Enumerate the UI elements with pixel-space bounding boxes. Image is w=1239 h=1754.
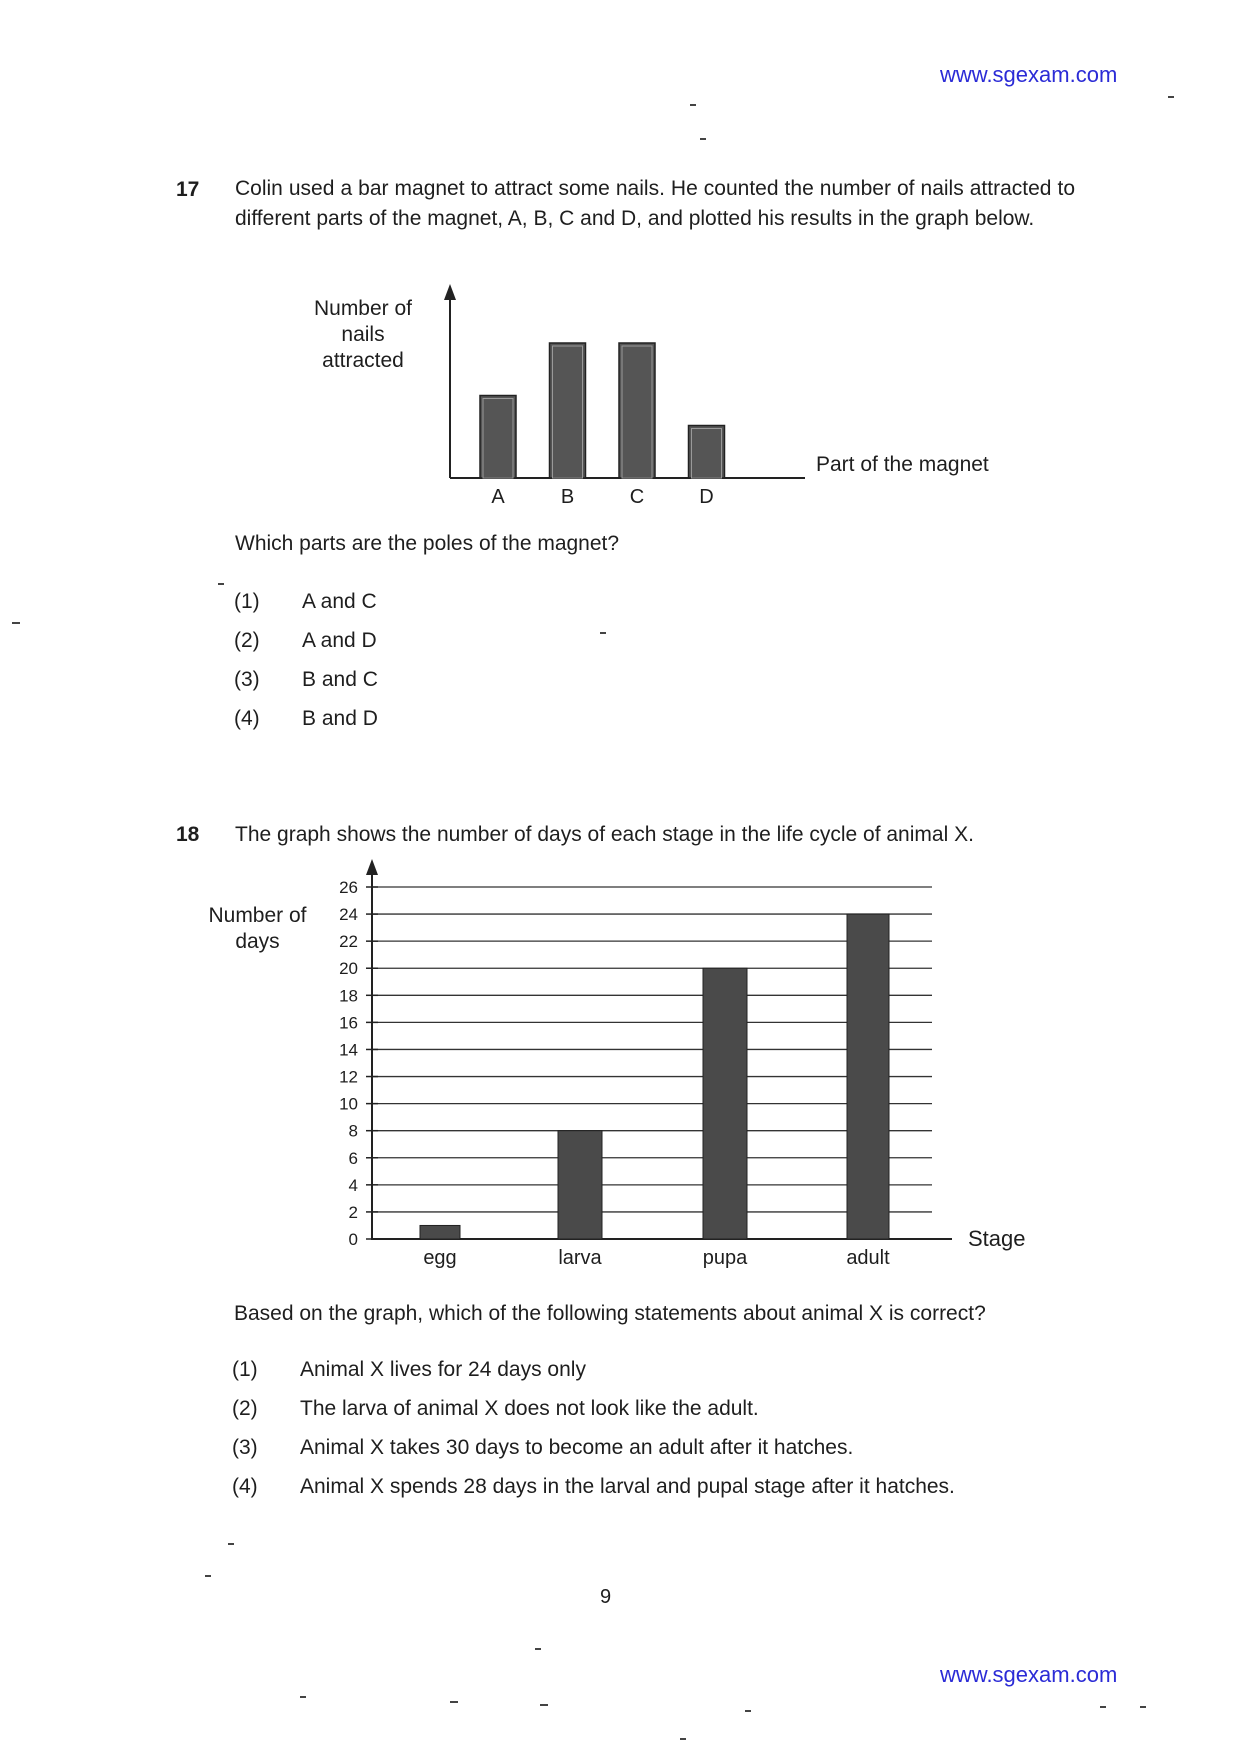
q18-x-axis-label: Stage — [968, 1226, 1026, 1251]
scan-speck — [228, 1543, 234, 1545]
q18-tick-label: 24 — [339, 905, 358, 925]
q18-bar-chart — [320, 855, 960, 1275]
q18-option-4[interactable] — [232, 1475, 1032, 1505]
q18-bar-adult — [847, 914, 889, 1239]
q18-question: Based on the graph, which of the following statements about animal X is correct? — [234, 1302, 986, 1325]
q17-category-label: C — [629, 486, 645, 508]
option-number: (1) — [234, 590, 260, 613]
q17-bar-b — [550, 343, 586, 478]
option-number: (1) — [232, 1358, 258, 1381]
q18-bar-pupa — [703, 968, 747, 1239]
q18-number: 18 — [176, 823, 200, 846]
option-number: (3) — [234, 668, 260, 691]
q17-option-3[interactable] — [234, 668, 634, 698]
option-text: Animal X spends 28 days in the larval and pupal stage after it hatches. — [300, 1475, 955, 1498]
q18-tick-label: 16 — [339, 1013, 358, 1033]
option-text: The larva of animal X does not look like the adult. — [300, 1397, 759, 1420]
q17-question: Which parts are the poles of the magnet? — [235, 532, 620, 555]
q17-option-2[interactable] — [234, 629, 634, 659]
q17-bar-c — [619, 343, 655, 478]
option-number: (4) — [232, 1475, 258, 1498]
q18-tick-label: 20 — [339, 959, 358, 979]
option-text: B and D — [302, 707, 378, 730]
q18-tick-label: 8 — [348, 1121, 358, 1141]
option-text: Animal X lives for 24 days only — [300, 1358, 586, 1381]
q18-tick-label: 0 — [348, 1230, 358, 1249]
option-number: (2) — [234, 629, 260, 652]
q18-tick-label: 10 — [339, 1094, 358, 1114]
option-text: B and C — [302, 668, 378, 691]
scan-speck — [700, 138, 706, 140]
q18-option-3[interactable] — [232, 1436, 1032, 1466]
q18-category-label: pupa — [702, 1247, 748, 1269]
q17-number: 17 — [176, 178, 200, 201]
q17-x-axis-label: Part of the magnet — [816, 453, 989, 476]
q17-y-axis-label: Number of nails attracted — [313, 297, 413, 372]
q18-text: The graph shows the number of days of each stage in the life cycle of animal X. — [235, 823, 974, 846]
scan-speck — [535, 1648, 541, 1650]
q17-text: Colin used a bar magnet to attract some nails. He counted the number of nails attracted to different parts of the magnet, A, B, C and D, and plotted his results in the graph below. — [235, 177, 1075, 230]
q18-tick-label: 26 — [339, 878, 358, 897]
q18-bar-egg — [420, 1225, 460, 1239]
scan-speck — [300, 1696, 306, 1698]
q17-category-label: D — [699, 486, 714, 508]
q17-bar-a — [480, 396, 516, 479]
q18-tick-label: 12 — [339, 1067, 358, 1087]
scan-speck — [450, 1701, 458, 1703]
q18-tick-label: 6 — [348, 1148, 358, 1168]
scan-speck — [12, 622, 20, 624]
q18-tick-label: 14 — [339, 1040, 358, 1060]
q18-option-2[interactable] — [232, 1397, 1032, 1427]
q18-category-label: adult — [846, 1247, 890, 1269]
q17-category-label: B — [560, 486, 575, 508]
q18-option-1[interactable] — [232, 1358, 1032, 1388]
q17-bar-d — [689, 426, 725, 479]
option-number: (4) — [234, 707, 260, 730]
q17-y-axis-arrow — [444, 284, 456, 300]
header-url[interactable]: www.sgexam.com — [940, 62, 1118, 87]
q18-tick-label: 4 — [348, 1175, 358, 1195]
option-text: A and D — [302, 629, 377, 652]
option-number: (3) — [232, 1436, 258, 1459]
option-text: A and C — [302, 590, 377, 613]
option-text: Animal X takes 30 days to become an adult after it hatches. — [300, 1436, 854, 1459]
scan-speck — [1168, 96, 1174, 98]
q18-bar-larva — [558, 1131, 602, 1239]
page-number: 9 — [600, 1586, 612, 1608]
q17-category-label: A — [491, 486, 505, 508]
scan-speck — [680, 1738, 686, 1740]
scan-speck — [540, 1704, 548, 1706]
q18-tick-label: 22 — [339, 932, 358, 952]
q17-bar-chart — [430, 280, 830, 520]
option-number: (2) — [232, 1397, 258, 1420]
q18-category-label: egg — [423, 1247, 457, 1269]
footer-url[interactable]: www.sgexam.com — [940, 1662, 1118, 1687]
scan-speck — [1100, 1706, 1106, 1708]
q17-option-4[interactable] — [234, 707, 634, 737]
q18-y-axis-label: Number of days — [208, 904, 307, 953]
q17-option-1[interactable] — [234, 590, 634, 620]
q18-category-label: larva — [558, 1247, 602, 1269]
scan-speck — [218, 583, 224, 585]
scan-speck — [600, 632, 606, 634]
scan-speck — [745, 1710, 751, 1712]
q18-y-axis-arrow — [366, 859, 378, 875]
q18-tick-label: 2 — [348, 1202, 358, 1222]
scan-speck — [1140, 1706, 1146, 1708]
q18-tick-label: 18 — [339, 986, 358, 1006]
scan-speck — [205, 1575, 211, 1577]
scan-speck — [690, 104, 696, 106]
